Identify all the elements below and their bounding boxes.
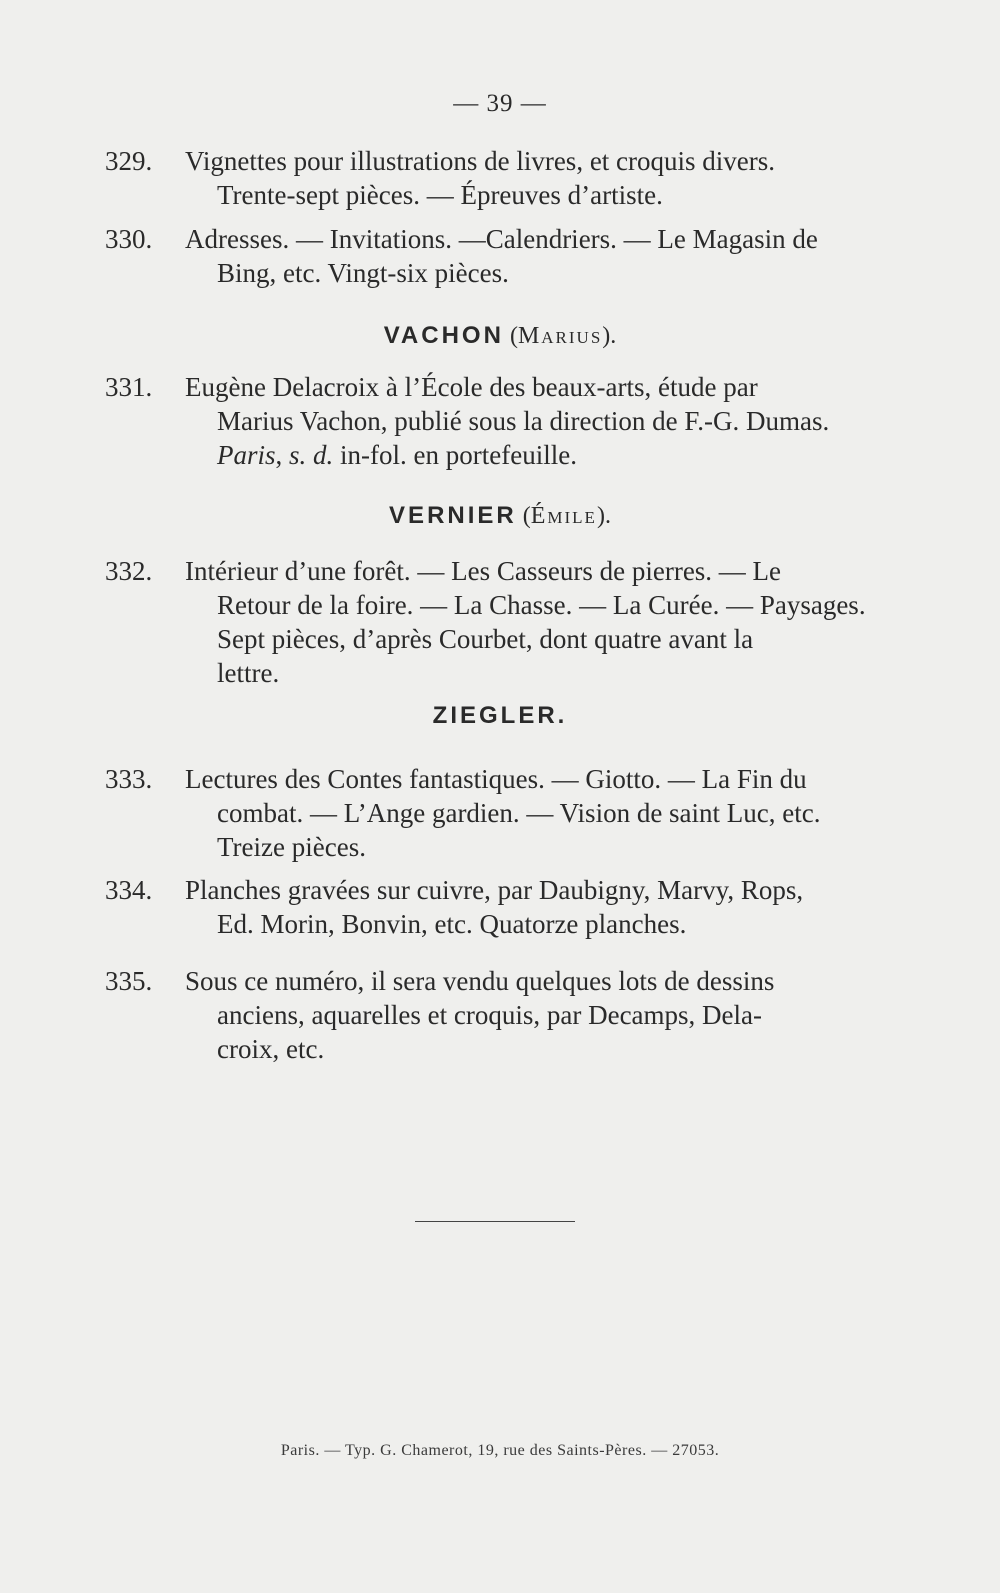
entry-text xyxy=(185,144,895,212)
artist-heading-ziegler xyxy=(0,702,1000,730)
entry-number: 333. xyxy=(105,764,153,794)
catalogue-entry-333 xyxy=(105,762,895,864)
entry-line: Adresses. — Invitations. —Calendriers. — Le Magasin de xyxy=(185,224,818,254)
artist-name: ZIEGLER. xyxy=(432,702,568,729)
entry-line: anciens, aquarelles et croquis, par Decamps, Dela- xyxy=(217,1000,763,1030)
entry-number: 329. xyxy=(105,146,153,176)
entry-number: 330. xyxy=(105,224,153,254)
artist-name: VACHON xyxy=(383,322,504,349)
date-italic: s. d. xyxy=(289,440,334,470)
entry-number: 335. xyxy=(105,966,153,996)
entry-line: Eugène Delacroix à l’École des beaux-arts, étude par xyxy=(185,372,758,402)
format-text: in-fol. en portefeuille. xyxy=(333,440,577,470)
entry-line: lettre. xyxy=(217,658,280,688)
entry-line xyxy=(185,438,895,472)
section-divider xyxy=(415,1221,575,1222)
entry-text xyxy=(185,873,895,941)
entry-text xyxy=(185,554,895,690)
entry-line: Trente-sept pièces. — Épreuves d’artiste. xyxy=(217,180,663,210)
entry-line: croix, etc. xyxy=(217,1034,325,1064)
artist-heading-vernier: VERNIER (Émile). xyxy=(389,502,611,529)
entry-text xyxy=(185,964,895,1066)
entry-line: combat. — L’Ange gardien. — Vision de saint Luc, etc. xyxy=(217,798,821,828)
entry-text xyxy=(185,370,895,472)
entry-line: Sept pièces, d’après Courbet, dont quatre avant la xyxy=(217,624,754,654)
entry-number: 331. xyxy=(105,372,153,402)
artist-heading-vachon: VACHON (Marius). xyxy=(383,322,617,349)
catalogue-entry-330 xyxy=(105,222,895,290)
entry-text xyxy=(185,762,895,864)
entry-line: Sous ce numéro, il sera vendu quelques lots de dessins xyxy=(185,966,775,996)
artist-first-name: Marius xyxy=(517,323,603,349)
entry-number: 334. xyxy=(105,875,153,905)
separator: , xyxy=(275,440,290,470)
entry-text xyxy=(185,222,895,290)
entry-line: Planches gravées sur cuivre, par Daubigny, Marvy, Rops, xyxy=(185,875,804,905)
entry-line: Treize pièces. xyxy=(217,832,366,862)
page-number: — 39 — xyxy=(453,90,547,117)
catalogue-entry-329 xyxy=(105,144,895,212)
place-italic: Paris xyxy=(217,440,276,470)
entry-line: Intérieur d’une forêt. — Les Casseurs de pierres. — Le xyxy=(185,556,782,586)
catalogue-entry-335 xyxy=(105,964,895,1066)
entry-line: Lectures des Contes fantastiques. — Giotto. — La Fin du xyxy=(185,764,807,794)
catalogue-entry-331 xyxy=(105,370,895,472)
entry-number: 332. xyxy=(105,556,153,586)
artist-name: VERNIER xyxy=(389,502,517,529)
entry-line: Ed. Morin, Bonvin, etc. Quatorze planches. xyxy=(217,909,687,939)
artist-first-name: Émile xyxy=(530,503,597,529)
entry-line: Retour de la foire. — La Chasse. — La Curée. — Paysages. xyxy=(217,590,866,620)
printer-colophon: Paris. — Typ. G. Chamerot, 19, rue des Saints-Pères. — 27053. xyxy=(280,1442,720,1459)
entry-line: Vignettes pour illustrations de livres, et croquis divers. xyxy=(185,146,776,176)
entry-line: Bing, etc. Vingt-six pièces. xyxy=(217,258,509,288)
catalogue-entry-332 xyxy=(105,554,895,690)
catalogue-entry-334 xyxy=(105,873,895,941)
entry-line: Marius Vachon, publié sous la direction de F.-G. Dumas. xyxy=(217,406,830,436)
